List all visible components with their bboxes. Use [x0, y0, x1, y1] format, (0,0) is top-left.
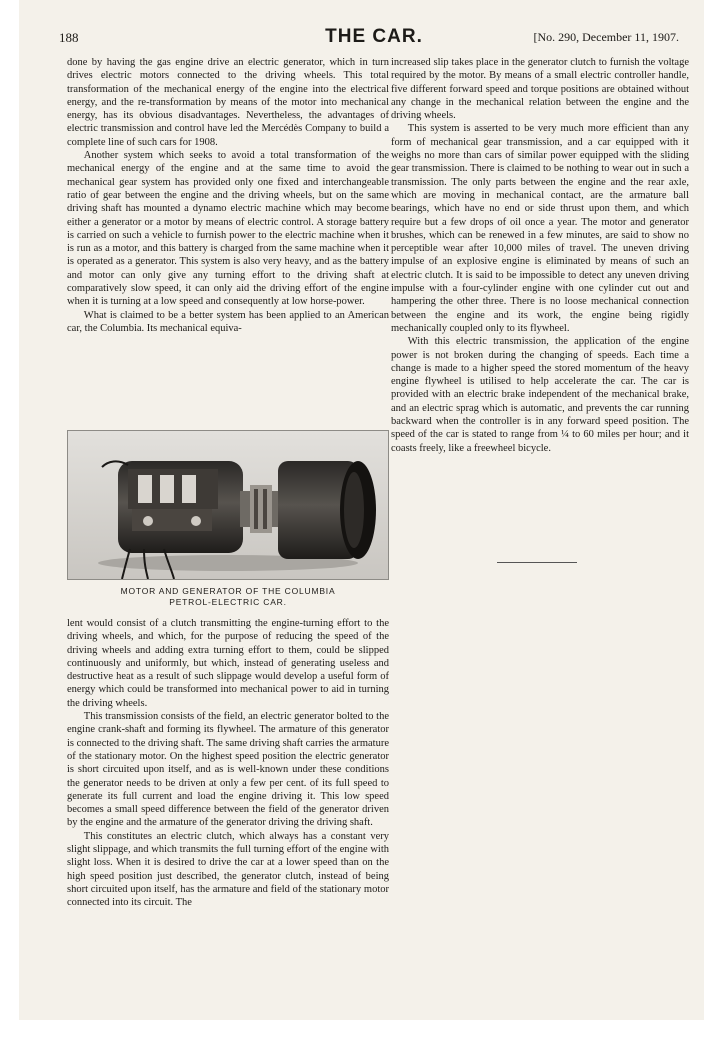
left-column-top	[67, 56, 389, 335]
figure-caption	[67, 586, 389, 608]
issue-line: [No. 290, December 11, 1907.	[533, 30, 679, 44]
page-sheet	[19, 0, 704, 1020]
caption-line: PETROL-ELECTRIC CAR.	[169, 597, 287, 607]
page-number: 188	[59, 30, 79, 45]
masthead: THE CAR.	[325, 26, 423, 47]
paragraph: This system is asserted to be very much more efficient than any form of mechanical gear transmission, and a car equipped with it weighs no more than cars of similar power equipped with the sliding gear transmission. There is claimed to be nothing to wear out in such a transmission. The only parts between the engine and the rear axle, which are moving in mechanical contact, are the armature ball bearings, which have no end or side thrust upon them, and which require but a few drops of oil once a year. The motor and generator brushes, which can be renewed in a few minutes, are said to show no perceptible wear after 10,000 miles of travel. The uneven driving impulse of an explosive engine is eliminated by means of such an electric clutch. It is said to be impossible to detect any uneven driving impulse with a four-cylinder engine with one cylinder cut out and hampering the other three. There is no loose mechanical connection between the engine and its work, the engine being rigidly mechanically coupled only to its flywheel.	[391, 123, 689, 334]
paragraph: This transmission consists of the field, an electric generator bolted to the engine crank-shaft and forming its flywheel. The armature of this generator is connected to the driving shaft. The same driving shaft carries the armature of the stationary motor. On the highest speed position the electric generator is short circuited upon itself, and as is well-known under these conditions the generator needs to be driven at only a few per cent. of its full speed to generate its full current and load the engine driving it. This low speed becomes a small speed difference between the field of the generator driven by the engine and the armature of the generator driving the driving shaft.	[67, 711, 389, 829]
right-column	[391, 56, 689, 455]
article-end-rule	[497, 562, 577, 563]
figure	[67, 430, 389, 608]
paragraph: What is claimed to be a better system has been applied to an American car, the Columbia. Its mechanical equiva-	[67, 309, 389, 334]
paragraph: increased slip takes place in the generator clutch to furnish the voltage required by the motor. By means of a small electric controller handle, five different forward speed and torque positions are obtained without any change in the mechanical relation between the engine and the driving wheels.	[391, 57, 689, 122]
paragraph: lent would consist of a clutch transmitting the engine-turning effort to the driving wheels, and which, for the purpose of reducing the speed of the driving wheels and adding extra turning effort to them, could be slipped continuously and uniformly, but which, instead of generating useless and destructive heat as a result of such slippage would develop a useful form of energy which could be transformed into mechanical power to aid in turning the driving wheels.	[67, 618, 389, 709]
running-header	[59, 26, 689, 50]
paragraph: Another system which seeks to avoid a total transformation of the mechanical energy of the engine and at the same time to avoid the mechanical gear system has provided only one fixed and interchangeable ratio of gear between the engine and the driving wheels, but on the same driving shaft has mounted a dynamo electric machine which may become either a generator or a motor by means of electric control. A storage battery is carried on such a vehicle to furnish power to the electric machine when it is run as a motor, and this battery is charged from the same machine when it is operated as a generator. This system is also very heavy, and as the battery and motor can only give any turning effort to the driving shaft at comparatively slow speed, it can only aid the driving effort of the engine when it is turning at a low speed and consequently at low horse-power.	[67, 150, 389, 308]
paragraph: With this electric transmission, the application of the engine power is not broken during the changing of speeds. Each time a change is made to a higher speed the stored momentum of the heavy engine flywheel is utilised to help accelerate the car. The car is provided with an electric brake independent of the mechanical brake, and an electric sprag which is automatic, and prevents the car running backward when the controller is in any forward speed position. The speed of the car is stated to range from ¼ to 60 miles per hour; and it coasts freely, like a freewheel bicycle.	[391, 336, 689, 454]
caption-line: MOTOR AND GENERATOR OF THE COLUMBIA	[120, 586, 336, 596]
paragraph: This constitutes an electric clutch, which always has a constant very slight slippage, and which transmits the full turning effort of the engine with slight loss. When it is desired to drive the car at a lower speed than on the high speed position just described, the generator clutch, instead of being short circuited upon itself, has the armature and field of the stationary motor connected into its circuit. The	[67, 830, 389, 909]
left-column-bottom	[67, 617, 389, 910]
motor-generator-photo	[67, 430, 389, 580]
paragraph: done by having the gas engine drive an electric generator, which in turn drives electric motors connected to the driving wheels. This total transformation of the mechanical energy of the engine into the electrical energy, and the re-transformation by means of the motor into mechanical energy, has its obvious disadvantages. Nevertheless, the advantages of electric transmission and control have led the Mercédès Company to build a complete line of such cars for 1908.	[67, 57, 389, 148]
